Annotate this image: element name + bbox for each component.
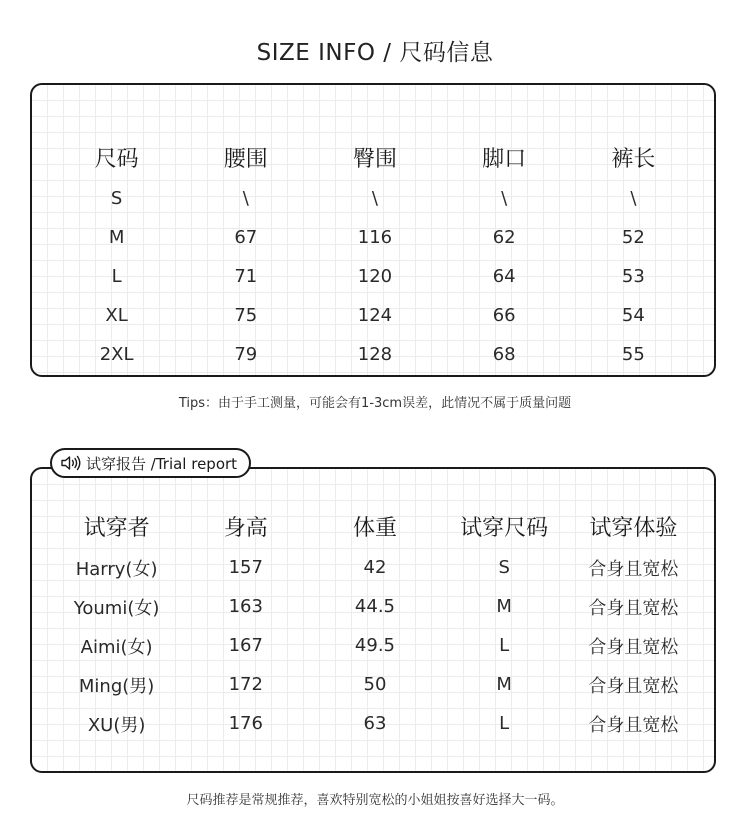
table-cell: Youmi(女) [73, 597, 160, 619]
page-title: SIZE INFO / 尺码信息 [256, 40, 494, 66]
table-cell: \ [371, 188, 378, 209]
table-cell: 120 [357, 266, 393, 287]
trial-report-tab-label: 试穿报告 /Trial report [86, 454, 238, 473]
table-cell: 合身且宽松 [588, 636, 679, 658]
trial-header-size: 试穿尺码 [460, 515, 549, 541]
table-cell: 71 [234, 266, 258, 287]
table-row [52, 218, 698, 257]
table-row [52, 587, 698, 626]
table-cell: 116 [357, 227, 393, 248]
table-cell: 55 [621, 344, 645, 365]
trial-header-weight: 体重 [352, 515, 397, 541]
table-cell: 79 [234, 344, 258, 365]
table-cell: 49.5 [354, 635, 395, 656]
table-cell: 67 [234, 227, 258, 248]
trial-header-tester: 试穿者 [83, 515, 150, 541]
table-cell: 128 [357, 344, 393, 365]
table-cell: 157 [228, 557, 263, 578]
table-cell: 54 [621, 305, 645, 326]
trial-table [52, 504, 698, 743]
trial-table-header-row [52, 504, 698, 548]
table-cell: 68 [492, 344, 516, 365]
table-row [52, 665, 698, 704]
table-cell: 53 [621, 266, 645, 287]
table-cell: 62 [492, 227, 516, 248]
table-cell: XL [105, 305, 128, 326]
table-cell: Harry(女) [75, 558, 158, 580]
table-cell: 176 [228, 713, 263, 734]
table-row [52, 704, 698, 743]
size-header-length: 裤长 [611, 146, 656, 172]
size-table-header-row [52, 135, 698, 179]
size-recommendation-note: 尺码推荐是常规推荐，喜欢特别宽松的小姐姐按喜好选择大一码。 [186, 793, 564, 808]
table-cell: 合身且宽松 [588, 597, 679, 619]
table-cell: S [498, 557, 510, 578]
table-cell: 167 [228, 635, 263, 656]
size-table [52, 135, 698, 374]
table-cell: 50 [363, 674, 387, 695]
size-header-waist: 腰围 [223, 146, 268, 172]
table-cell: S [110, 188, 123, 209]
table-cell: M [496, 596, 512, 617]
table-row [52, 257, 698, 296]
table-cell: \ [630, 188, 637, 209]
table-cell: M [108, 227, 125, 248]
table-cell: 163 [228, 596, 263, 617]
size-header-leg-opening: 脚口 [482, 146, 527, 172]
table-cell: \ [501, 188, 508, 209]
table-cell: 66 [492, 305, 516, 326]
trial-header-height: 身高 [223, 515, 268, 541]
trial-header-experience: 试穿体验 [589, 515, 678, 541]
table-cell: L [111, 266, 122, 287]
speaker-icon [60, 455, 82, 471]
table-cell: 2XL [99, 344, 134, 365]
table-cell: 64 [492, 266, 516, 287]
table-cell: 合身且宽松 [588, 714, 679, 736]
table-cell: L [499, 713, 510, 734]
table-cell: 44.5 [354, 596, 395, 617]
trial-report-tab [50, 448, 251, 478]
table-row [52, 548, 698, 587]
table-cell: 63 [363, 713, 387, 734]
table-row [52, 335, 698, 374]
table-cell: \ [242, 188, 249, 209]
table-row [52, 179, 698, 218]
table-cell: 合身且宽松 [588, 675, 679, 697]
size-header-size: 尺码 [94, 146, 139, 172]
table-cell: M [496, 674, 512, 695]
table-cell: 172 [228, 674, 263, 695]
table-row [52, 296, 698, 335]
table-cell: L [499, 635, 510, 656]
table-cell: 52 [621, 227, 645, 248]
trial-report-panel [30, 467, 716, 773]
table-cell: Aimi(女) [80, 636, 153, 658]
table-cell: 75 [234, 305, 258, 326]
table-cell: XU(男) [87, 714, 146, 736]
measurement-tips: Tips：由于手工测量，可能会有1-3cm误差，此情况不属于质量问题 [178, 396, 572, 411]
table-cell: 42 [363, 557, 387, 578]
table-cell: 124 [357, 305, 393, 326]
table-cell: 合身且宽松 [588, 558, 679, 580]
table-row [52, 626, 698, 665]
size-chart-panel [30, 83, 716, 377]
table-cell: Ming(男) [78, 675, 155, 697]
size-header-hip: 臀围 [352, 146, 397, 172]
